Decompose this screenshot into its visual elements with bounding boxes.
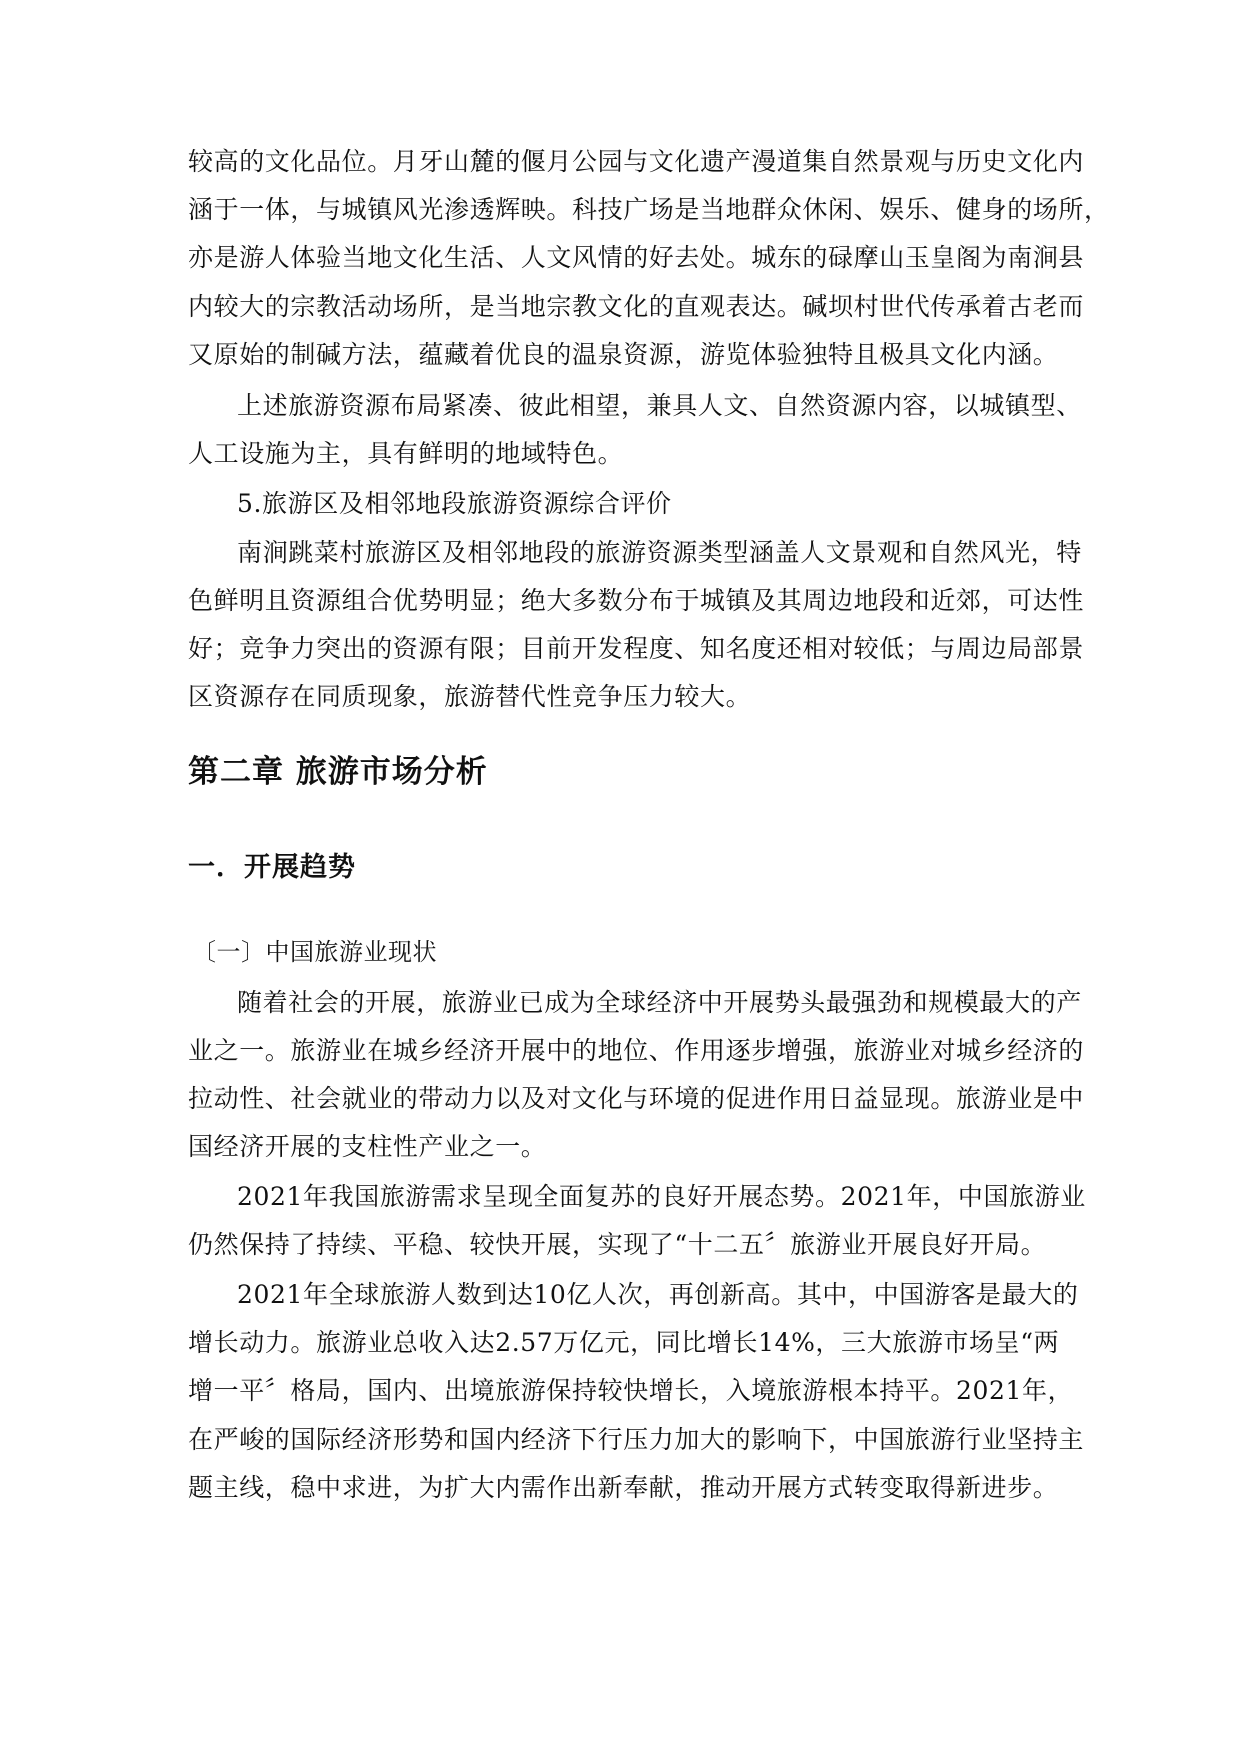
text-line: 2021年全球旅游人数到达10亿人次，再创新高。其中，中国游客是最大的 bbox=[237, 1280, 1079, 1309]
text-line: 南涧跳菜村旅游区及相邻地段的旅游资源类型涵盖人文景观和自然风光，特 bbox=[237, 538, 1082, 567]
text-line: 好；竞争力突出的资源有限；目前开发程度、知名度还相对较低；与周边局部景 bbox=[188, 634, 1085, 663]
text-line: 仍然保持了持续、平稳、较快开展，实现了“十二五〞旅游业开展良好开局。 bbox=[188, 1230, 1047, 1259]
text-line: 人工设施为主，具有鲜明的地域特色。 bbox=[188, 439, 624, 468]
text-line: 色鲜明且资源组合优势明显；绝大多数分布于城镇及其周边地段和近郊，可达性 bbox=[188, 586, 1085, 615]
text-line: 亦是游人体验当地文化生活、人文风情的好去处。城东的碌摩山玉皇阁为南涧县 bbox=[188, 243, 1085, 272]
text-line: 增一平〞格局，国内、出境旅游保持较快增长，入境旅游根本持平。2021年， bbox=[188, 1376, 1074, 1405]
text-line: 随着社会的开展，旅游业已成为全球经济中开展势头最强劲和规模最大的产 bbox=[237, 988, 1082, 1017]
text-line: 国经济开展的支柱性产业之一。 bbox=[188, 1132, 547, 1161]
text-line: 上述旅游资源布局紧凑、彼此相望，兼具人文、自然资源内容，以城镇型、 bbox=[237, 391, 1082, 420]
item-heading: 5.旅游区及相邻地段旅游资源综合评价 bbox=[237, 489, 672, 518]
text-line: 增长动力。旅游业总收入达2.57万亿元，同比增长14%，三大旅游市场呈“两 bbox=[188, 1328, 1060, 1357]
text-line: 涵于一体，与城镇风光渗透辉映。科技广场是当地群众休闲、娱乐、健身的场所， bbox=[188, 195, 1110, 224]
section-title: 一．开展趋势 bbox=[188, 852, 356, 883]
text-line: 题主线，稳中求进，为扩大内需作出新奉献，推动开展方式转变取得新进步。 bbox=[188, 1473, 1059, 1502]
text-line: 拉动性、社会就业的带动力以及对文化与环境的促进作用日益显现。旅游业是中 bbox=[188, 1084, 1085, 1113]
text-line: 2021年我国旅游需求呈现全面复苏的良好开展态势。2021年，中国旅游业 bbox=[237, 1182, 1086, 1211]
text-line: 在严峻的国际经济形势和国内经济下行压力加大的影响下，中国旅游行业坚持主 bbox=[188, 1425, 1085, 1454]
text-line: 又原始的制碱方法，蕴藏着优良的温泉资源，游览体验独特且极具文化内涵。 bbox=[188, 340, 1059, 369]
chapter-title: 第二章 旅游市场分析 bbox=[188, 754, 488, 790]
text-line: 内较大的宗教活动场所，是当地宗教文化的直观表达。碱坝村世代传承着古老而 bbox=[188, 292, 1085, 321]
text-line: 区资源存在同质现象，旅游替代性竞争压力较大。 bbox=[188, 682, 752, 711]
text-line: 业之一。旅游业在城乡经济开展中的地位、作用逐步增强，旅游业对城乡经济的 bbox=[188, 1036, 1085, 1065]
subsection-title: 〔一〕中国旅游业现状 bbox=[192, 938, 437, 966]
text-line: 较高的文化品位。月牙山麓的偃月公园与文化遗产漫道集自然景观与历史文化内 bbox=[188, 147, 1085, 176]
